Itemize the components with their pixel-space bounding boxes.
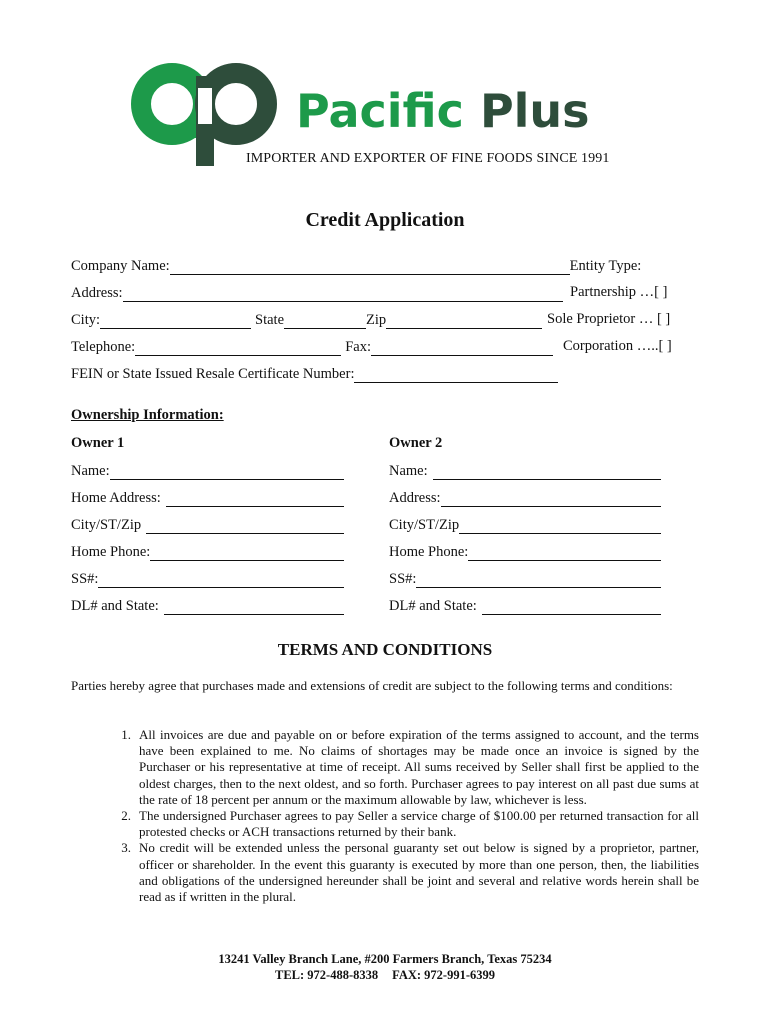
term-item [71, 840, 699, 905]
address-field[interactable] [123, 287, 563, 302]
owner1-cityzip-row [71, 516, 344, 534]
brand-name [296, 84, 590, 138]
city-field[interactable] [100, 314, 251, 329]
fein-label: FEIN or State Issued Resale Certificate Number: [71, 366, 355, 382]
owner1-heading: Owner 1 [71, 435, 125, 451]
owner1-phone-row [71, 543, 344, 561]
owner2-address-field[interactable] [441, 492, 661, 507]
owner2-dl-label: DL# and State: [389, 598, 477, 614]
term-number: 1. [121, 727, 131, 742]
owner2-cityzip-label: City/ST/Zip [389, 517, 460, 533]
term-text: No credit will be extended unless the personal guaranty set out below is signed by a proprietor, partner, officer or shareholder. In the event this guaranty is executed by more than one person, then, the liabilities and obligations of the undersigned hereunder shall be joint and several and relative words herein shall be read as if written in the plural. [139, 840, 699, 905]
owner1-cityzip-label: City/ST/Zip [71, 517, 142, 533]
owner2-cityzip-row [389, 516, 661, 534]
tagline: IMPORTER AND EXPORTER OF FINE FOODS SINCE 1991 [246, 151, 610, 166]
city-label: City: [71, 312, 101, 328]
city-row [71, 311, 542, 329]
term-item [71, 808, 699, 840]
term-text: All invoices are due and payable on or before expiration of the terms assigned to account, and the terms have been explained to me. No claims of shortages may be made once an invoice is signed by the Purchaser or his representative at time of receipt. All sums received by Seller shall first be applied to the oldest charges, then to the next oldest, and so forth. Purchaser agrees to pay interest on all past due sums at the rate of 18 percent per annum or the maximum allowable by law, whichever is less. [139, 727, 699, 807]
state-field[interactable] [284, 314, 366, 329]
owner1-name-row [71, 462, 344, 480]
owner1-address-row [71, 489, 344, 507]
owner1-cityzip-field[interactable] [146, 519, 344, 534]
owner1-dl-label: DL# and State: [71, 598, 159, 614]
fein-row [71, 365, 558, 383]
owner2-name-label: Name: [389, 463, 428, 479]
owner1-dl-field[interactable] [164, 600, 344, 615]
terms-list [71, 727, 699, 905]
owner2-phone-row [389, 543, 661, 561]
owner1-ss-row [71, 570, 344, 588]
owner1-address-field[interactable] [166, 492, 344, 507]
owner2-cityzip-field[interactable] [459, 519, 661, 534]
term-text: The undersigned Purchaser agrees to pay Seller a service charge of $100.00 per returned transaction for all protested checks or ACH transactions returned by their bank. [139, 808, 699, 840]
footer-tel: TEL: 972-488-8338 [275, 968, 379, 982]
address-label: Address: [71, 285, 123, 301]
owner2-heading: Owner 2 [389, 435, 443, 451]
footer-contact [0, 968, 770, 983]
footer-address: 13241 Valley Branch Lane, #200 Farmers Branch, Texas 75234 [218, 952, 552, 966]
term-item [71, 727, 699, 808]
term-number: 2. [121, 808, 131, 824]
owner1-ss-label: SS#: [71, 571, 99, 587]
fax-label: Fax: [345, 339, 371, 355]
owner1-name-label: Name: [71, 463, 110, 479]
owner1-phone-label: Home Phone: [71, 544, 151, 560]
owner2-address-row [389, 489, 661, 507]
telephone-field[interactable] [135, 341, 341, 356]
entity-option-corporation[interactable]: Corporation …..[ ] [563, 338, 672, 354]
fein-field[interactable] [354, 368, 558, 383]
owner2-dl-field[interactable] [482, 600, 661, 615]
owner1-phone-field[interactable] [150, 546, 344, 561]
owner2-ss-row [389, 570, 661, 588]
ownership-heading: Ownership Information: [71, 407, 224, 423]
owner2-name-row [389, 462, 661, 480]
fax-field[interactable] [371, 341, 553, 356]
owner1-dl-row [71, 597, 344, 615]
telephone-label: Telephone: [71, 339, 136, 355]
term-number: 3. [121, 840, 131, 856]
address-row [71, 284, 563, 302]
owner2-phone-field[interactable] [468, 546, 661, 561]
zip-field[interactable] [386, 314, 542, 329]
terms-intro: Parties hereby agree that purchases made and extensions of credit are subject to the following terms and conditions: [71, 678, 673, 693]
entity-type-label: Entity Type: [569, 258, 642, 274]
owner2-name-field[interactable] [433, 465, 661, 480]
owner1-ss-field[interactable] [98, 573, 344, 588]
brand-word-pacific: Pacific [296, 84, 464, 138]
owner2-phone-label: Home Phone: [389, 544, 469, 560]
owner1-address-label: Home Address: [71, 490, 161, 506]
owner2-dl-row [389, 597, 661, 615]
zip-label: Zip [366, 312, 387, 328]
terms-heading: TERMS AND CONDITIONS [277, 640, 493, 659]
company-name-field[interactable] [170, 260, 570, 275]
brand-word-plus: Plus [479, 84, 590, 138]
footer-fax: FAX: 972-991-6399 [392, 968, 495, 982]
company-name-label: Company Name: [71, 258, 170, 274]
entity-option-partnership[interactable]: Partnership …[ ] [570, 284, 668, 300]
owner2-address-label: Address: [389, 490, 441, 506]
entity-option-sole-proprietor[interactable]: Sole Proprietor … [ ] [547, 311, 671, 327]
owner1-name-field[interactable] [110, 465, 344, 480]
telephone-row [71, 338, 553, 356]
owner2-ss-label: SS#: [389, 571, 417, 587]
state-label: State [255, 312, 285, 328]
page-title: Credit Application [305, 209, 465, 231]
owner2-ss-field[interactable] [416, 573, 661, 588]
company-name-row [71, 257, 641, 275]
